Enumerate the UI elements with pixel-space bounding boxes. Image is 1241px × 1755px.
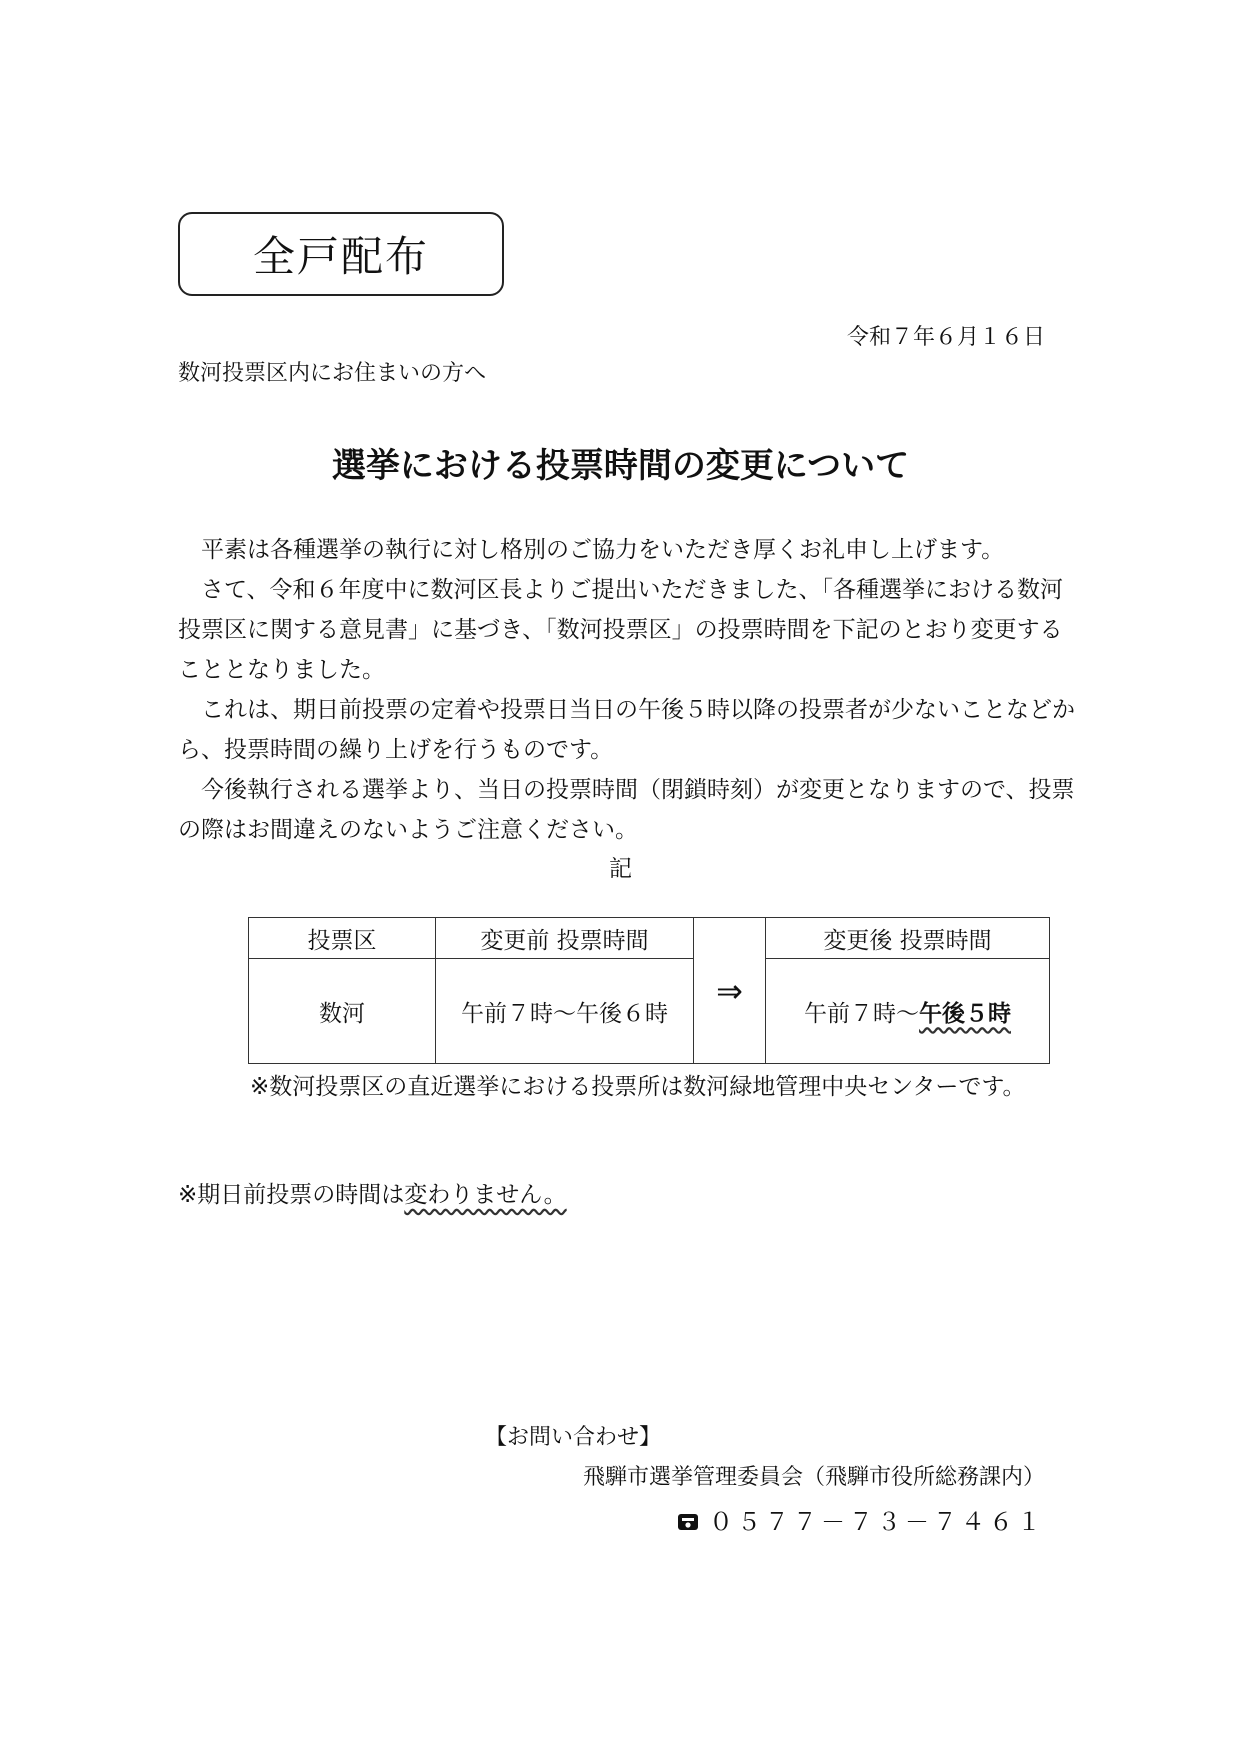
table-row [249, 959, 1050, 1064]
ki-marker: 記 [609, 856, 632, 882]
table-header-row [249, 918, 1050, 959]
header-after: 変更後 投票時間 [766, 918, 1050, 959]
early-voting-emphasis: 変わりません。 [404, 1182, 567, 1208]
cell-before: 午前７時～午後６時 [436, 959, 694, 1064]
cell-after [766, 959, 1050, 1064]
arrow-icon: ⇒ [694, 918, 766, 1064]
polling-place-note: ※数河投票区の直近選挙における投票所は数河緑地管理中央センターです。 [250, 1074, 1026, 1100]
distribution-stamp: 全戸配布 [178, 212, 504, 296]
cell-district: 数河 [249, 959, 436, 1064]
header-district: 投票区 [249, 918, 436, 959]
paragraph-greeting: 平素は各種選挙の執行に対し格別のご協力をいただき厚くお礼申し上げます。 [201, 537, 1005, 563]
issue-date: 令和７年６月１６日 [846, 325, 1045, 350]
after-prefix: 午前７時～ [804, 1000, 919, 1027]
voting-hours-table [248, 917, 1050, 1064]
contact-heading: 【お問い合わせ】 [485, 1425, 662, 1450]
paragraph-change: さて、令和６年度中に数河区長よりご提出いただきました、「各種選挙における数河投票区に関する意見書」に基づき、「数河投票区」の投票時間を下記のとおり変更することとなりました。 [178, 577, 1064, 683]
telephone-icon [677, 1513, 699, 1531]
paragraph-caution: 今後執行される選挙より、当日の投票時間（閉鎖時刻）が変更となりますので、投票の際はお間違えのないようご注意ください。 [178, 777, 1075, 843]
paragraph-reason: これは、期日前投票の定着や投票日当日の午後５時以降の投票者が少ないことなどから、投票時間の繰り上げを行うものです。 [178, 697, 1075, 763]
body-text [178, 530, 1078, 850]
header-before: 変更前 投票時間 [436, 918, 694, 959]
early-voting-prefix: ※期日前投票の時間は [178, 1182, 405, 1208]
contact-phone [677, 1502, 1045, 1537]
early-voting-note [178, 1176, 567, 1209]
document-title: 選挙における投票時間の変更について [331, 446, 910, 486]
after-emphasis: 午後５時 [919, 1000, 1011, 1027]
phone-number: ０５７７－７３－７４６１ [709, 1508, 1045, 1536]
contact-organization: 飛騨市選挙管理委員会（飛騨市役所総務課内） [582, 1465, 1045, 1490]
addressee: 数河投票区内にお住まいの方へ [178, 361, 487, 386]
